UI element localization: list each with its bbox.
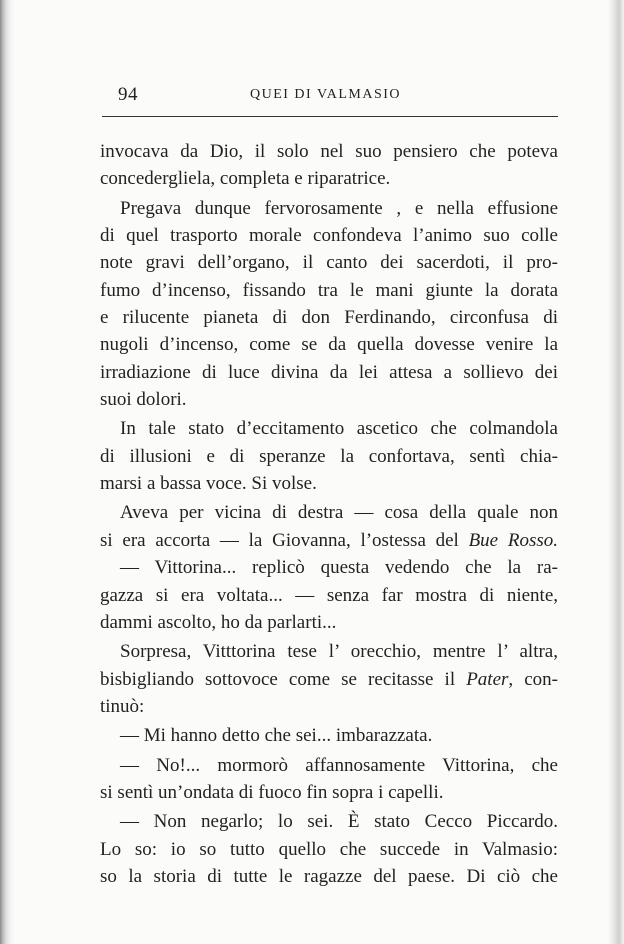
- text-line: irradiazione di luce divina da lei attesa a sollievo dei: [100, 361, 558, 383]
- text-line: e rilucente pianeta di don Ferdinando, circonfusa di: [100, 307, 558, 329]
- prayer-name: Pater: [466, 668, 509, 690]
- text-line: fumo d’incenso, fissando tra le mani giunte la dorata: [100, 279, 558, 301]
- text-line: suoi dolori.: [100, 389, 187, 411]
- running-title: QUEI DI VALMASIO: [250, 87, 402, 102]
- text-line: tinuò:: [100, 695, 145, 717]
- page-outer-edge: [608, 0, 624, 944]
- text-line: di quel trasporto morale confondeva l’animo suo colle: [100, 225, 558, 247]
- text-line: Pregava dunque fervorosamente , e nella effusione: [120, 197, 558, 219]
- page-number: 94: [118, 84, 138, 105]
- inn-name: Bue Rosso.: [468, 529, 558, 551]
- text-line: — Vittorina... replicò questa vedendo che la ra-: [120, 557, 558, 579]
- text-line: Aveva per vicina di destra — cosa della quale non: [120, 502, 558, 524]
- text-line: nugoli d’incenso, come se da quella dovesse venire la: [100, 334, 558, 356]
- text-line: note gravi dell’organo, il canto dei sacerdoti, il pro-: [100, 252, 558, 274]
- text-line: di illusioni e di speranze la confortava, sentì chia-: [100, 445, 558, 467]
- page-header: [102, 84, 558, 108]
- text-line: so la storia di tutte le ragazze del paese. Di ciò che: [100, 865, 558, 887]
- text-line: — Non negarlo; lo sei. È stato Cecco Piccardo.: [120, 811, 558, 833]
- text-line-part: si era accorta — la Giovanna, l’ostessa del: [100, 529, 469, 551]
- text-line: In tale stato d’eccitamento ascetico che colmandola: [120, 418, 558, 440]
- text-line: invocava da Dio, il solo nel suo pensiero che poteva: [100, 141, 558, 162]
- text-line-part: bisbigliando sottovoce come se recitasse il: [100, 668, 467, 690]
- text-line: — No!... mormorò affannosamente Vittorina, che: [120, 754, 558, 776]
- body-text: [100, 138, 558, 890]
- text-line: [100, 666, 558, 693]
- text-line: Lo so: io so tutto quello che succede in Valmasio:: [100, 838, 558, 860]
- text-line: [100, 527, 558, 554]
- text-line-part: , con-: [508, 668, 558, 690]
- text-line: marsi a bassa voce. Si volse.: [100, 473, 317, 495]
- text-line: dammi ascolto, ho da parlarti...: [100, 611, 337, 633]
- text-line: si sentì un’ondata di fuoco fin sopra i capelli.: [100, 781, 444, 803]
- text-line: gazza si era voltata... — senza far mostra di niente,: [100, 584, 558, 606]
- text-line: concedergliela, completa e riparatrice.: [100, 168, 391, 190]
- text-line: Sorpresa, Vitttorina tese l’ orecchio, mentre l’ altra,: [120, 641, 558, 663]
- header-rule: [102, 116, 558, 117]
- text-line: — Mi hanno detto che sei... imbarazzata.: [120, 725, 433, 747]
- page-binding-edge: [0, 0, 14, 944]
